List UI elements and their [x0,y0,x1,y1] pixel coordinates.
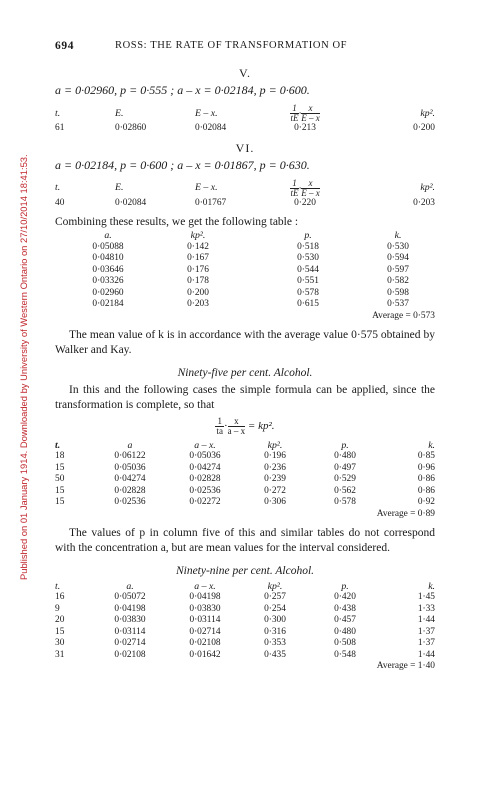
table-row [73,276,433,288]
table-cell: 0·05036 [114,462,146,473]
table-cell: 0·254 [264,603,286,614]
ninety-five-intro: In this and the following cases the simple formula can be applied, since the transformation is complete, so that [55,383,435,411]
table-cell: 0·435 [264,649,286,660]
table-cell: 0·529 [334,474,356,484]
table-cell: 0·480 [334,626,356,637]
table-cell: 0·438 [334,603,356,614]
table-cell: 0·04810 [92,253,124,263]
ninety-nine-table-body [55,592,435,661]
table-cell: 0·06122 [114,451,146,461]
ratio-header: $\frac{1}{tE}$ · $\frac{x}{E - x}$ [290,103,320,123]
table-cell: 0·86 [417,485,435,496]
table-cell: 0·353 [264,638,286,648]
combined-average: Average = 0·573 [372,310,435,321]
table-cell: 0·96 [417,462,435,473]
ninety-nine-average: Average = 1·40 [376,661,435,671]
table-cell: 0·04274 [114,474,146,484]
table-row [55,451,435,463]
table-cell: 0·02536 [189,485,221,496]
section-v-heading: V. [238,66,252,80]
table-row [55,638,435,650]
table-row: 40 0·02084 0·01767 0·220 0·203 [55,197,435,208]
table-cell: 0·551 [297,276,319,286]
download-watermark: Published on 01 January 1914. Downloaded by University of Western Ontario on 27/10/2014 18:41:53. [18,154,29,580]
table-row [55,463,435,475]
table-cell: 1·37 [417,626,435,637]
table-cell: 9 [55,603,60,614]
table-cell: 0·03830 [114,615,146,625]
table-cell: 1·44 [417,649,435,660]
table-row [73,265,433,277]
ninety-five-heading: Ninety-five per cent. Alcohol. [177,366,313,379]
table-cell: 0·518 [297,241,319,252]
table-cell: 0·582 [387,276,409,286]
ninety-five-table [55,440,435,509]
table-cell: 0·598 [387,287,409,298]
table-cell: 15 [55,497,65,507]
ninety-five-table-body [55,451,435,509]
table-cell: 0·86 [417,474,435,484]
table-cell: 0·85 [417,451,435,461]
table-cell: 0·02828 [114,485,146,496]
page-number: 694 [55,40,75,52]
table-cell: 0·02108 [189,638,221,648]
table-row [55,627,435,639]
table-header: a. kp². p. k. [104,230,402,241]
table-cell: 0·594 [387,253,409,263]
table-cell: 0·578 [297,287,319,298]
table-cell: 0·05072 [114,592,146,602]
table-row [55,497,435,509]
table-cell: 0·272 [264,485,286,496]
table-cell: 0·02960 [92,287,124,298]
table-cell: 15 [55,462,65,473]
section-vi-heading: VI. [235,140,255,155]
table-cell: 0·03646 [92,264,124,275]
table-header: t. a a – x. kp². p. k. [55,439,435,451]
table-cell: 1·45 [417,592,435,602]
table-cell: 0·05088 [92,241,124,252]
table-cell: 0·236 [264,462,286,473]
table-cell: 0·203 [187,299,209,309]
table-cell: 0·02536 [114,497,146,507]
table-cell: 0·562 [334,485,356,496]
table-cell: 0·03114 [114,626,146,637]
table-cell: 0·300 [264,615,286,625]
page [55,40,435,672]
table-row [55,650,435,662]
paragraph-mean-value: The mean value of k is in accordance with the average value 0·575 obtained by Walker and Kay. [55,328,435,356]
table-row: 61 0·02860 0·02084 0·213 0·200 [55,123,435,133]
ninety-nine-heading: Ninety-nine per cent. Alcohol. [175,564,315,577]
table-row [55,592,435,604]
table-header: t. E. E – x. $\frac{1}{tE}$ · $\frac{x}{E - x}$ kp². [55,177,435,198]
table-cell: 50 [55,474,65,484]
ninety-nine-table [55,581,435,662]
table-cell: 1·33 [417,603,435,614]
table-cell: 18 [55,451,65,461]
ratio-header: $\frac{1}{tE}$ · $\frac{x}{E - x}$ [290,177,320,198]
table-header: t. E. E – x. $\frac{1}{tE}$ · $\frac{x}{E - x}$ kp². [55,103,435,123]
table-header: t. a. a – x. kp². p. k. [55,580,435,592]
combined-table-body [73,242,433,311]
table-cell: 0·548 [334,649,356,660]
table-cell: 1·37 [417,638,435,648]
table-row [73,288,433,300]
table-cell: 0·544 [297,264,319,275]
running-title: ROSS: THE RATE OF TRANSFORMATION OF [115,40,348,51]
table-cell: 0·480 [334,451,356,461]
running-header [55,40,435,66]
table-cell: 0·316 [264,626,286,637]
table-cell: 0·03326 [92,276,124,286]
table-cell: 0·167 [187,253,209,263]
table-cell: 20 [55,615,65,625]
table-cell: 0·239 [264,474,286,484]
table-cell: 0·02272 [189,497,221,507]
table-cell: 0·04198 [114,603,146,614]
table-cell: 0·04198 [189,592,221,602]
table-cell: 0·200 [187,287,209,298]
section-v-conditions: a = 0·02960, p = 0·555 ; a – x = 0·02184, p = 0·600. [55,83,310,97]
table-cell: 0·497 [334,462,356,473]
table-cell: 0·257 [264,592,286,602]
table-cell: 0·01642 [189,649,221,660]
table-cell: 0·420 [334,592,356,602]
table-cell: 0·04274 [189,462,221,473]
table-row [73,253,433,265]
section-v-table [55,104,435,135]
table-cell: 0·306 [264,497,286,507]
table-cell: 0·02108 [114,649,146,660]
table-cell: 0·176 [187,264,209,275]
combined-table [73,230,433,311]
table-row [55,604,435,616]
table-cell: 0·457 [334,615,356,625]
table-cell: 0·508 [334,638,356,648]
table-cell: 0·92 [417,497,435,507]
table-cell: 0·537 [387,299,409,309]
ninety-five-average: Average = 0·89 [376,508,435,519]
table-cell: 0·530 [297,253,319,263]
table-cell: 16 [55,592,65,602]
combine-intro: Combining these results, we get the following table : [55,216,299,228]
table-row [55,486,435,498]
table-cell: 0·196 [264,451,286,461]
paragraph-p-values: The values of p in column five of this and similar tables do not correspond with the concentration a, but are mean values for the interval considered. [55,526,435,554]
table-cell: 15 [55,626,65,637]
table-cell: 0·02184 [92,299,124,309]
table-cell: 0·03114 [189,615,221,625]
table-cell: 0·578 [334,497,356,507]
table-cell: 0·02714 [189,626,221,637]
table-cell: 1·44 [417,615,435,625]
table-cell: 0·03830 [189,603,221,614]
table-cell: 0·178 [187,276,209,286]
table-cell: 0·615 [297,299,319,309]
rate-formula: $\frac{1}{ta}$ · $\frac{x}{a - x}$ = kp². [216,415,275,436]
table-cell: 0·05036 [189,451,221,461]
table-cell: 15 [55,485,65,496]
section-vi-table [55,179,435,210]
table-cell: 0·530 [387,241,409,252]
table-cell: 31 [55,649,65,660]
table-cell: 30 [55,638,65,648]
table-cell: 0·142 [187,241,209,252]
table-cell: 0·02714 [114,638,146,648]
table-row [73,299,433,311]
table-row [73,242,433,254]
table-row [55,474,435,486]
table-cell: 0·02828 [189,474,221,484]
table-row [55,615,435,627]
section-vi-conditions: a = 0·02184, p = 0·600 ; a – x = 0·01867, p = 0·630. [55,157,310,172]
table-cell: 0·597 [387,264,409,275]
